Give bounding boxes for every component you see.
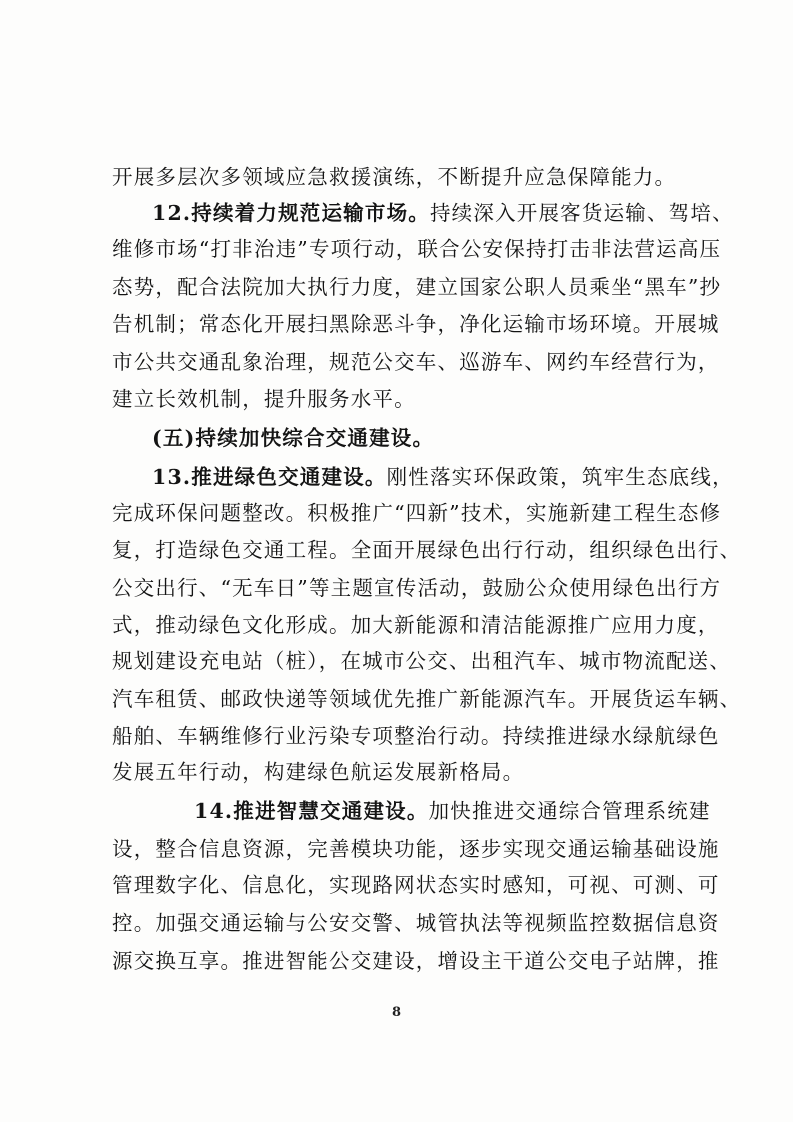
text-line <box>112 270 722 304</box>
section-heading: 14.推进智慧交通建设。 <box>194 799 429 823</box>
text-run: 船舶、车辆维修行业污染专项整治行动。持续推进绿水绿航绿色 <box>112 724 720 748</box>
text-line <box>112 345 720 379</box>
text-line <box>112 868 720 902</box>
text-run: 市公共交通乱象治理，规范公交车、巡游车、网约车经营行为， <box>112 350 720 374</box>
text-run: 控。加强交通运输与公安交警、城管执法等视频监控数据信息资 <box>112 911 720 935</box>
section-heading: (五)持续加快综合交通建设。 <box>152 426 435 450</box>
text-run: 开展多层次多领域应急救援演练，不断提升应急保障能力。 <box>112 165 677 189</box>
text-line <box>112 460 734 494</box>
text-run: 建立长效机制，提升服务水平。 <box>112 387 416 411</box>
text-run: 持续深入开展客货运输、驾培、 <box>429 201 734 225</box>
text-run: 设，整合信息资源，完善模块功能，逐步实现交通运输基础设施 <box>112 837 720 861</box>
text-run: 维修市场“打非治违”专项行动，联合公安保持打击非法营运高压 <box>112 237 722 261</box>
text-line <box>112 382 697 416</box>
text-run: 管理数字化、信息化，实现路网状态实时感知，可视、可测、可 <box>112 873 720 897</box>
text-run: 发展五年行动，构建绿色航运发展新格局。 <box>112 760 525 784</box>
text-run: 复，打造绿色交通工程。全面开展绿色出行行动，组织绿色出行、 <box>112 538 742 562</box>
text-line <box>112 832 720 866</box>
section-heading: 12.持续着力规范运输市场。 <box>152 201 430 225</box>
text-run: 告机制；常态化开展扫黑除恶斗争，净化运输市场环境。开展城 <box>112 312 720 336</box>
text-run: 态势，配合法院加大执行力度，建立国家公职人员乘坐“黑车”抄 <box>112 275 722 299</box>
text-line <box>112 794 711 828</box>
text-line <box>112 307 720 341</box>
text-line <box>112 906 720 940</box>
text-run: 公交出行、“无车日”等主题宣传活动，鼓励公众使用绿色出行方 <box>112 576 722 600</box>
text-line <box>112 496 722 530</box>
section-heading: 13.推进绿色交通建设。 <box>152 465 387 489</box>
text-run: 汽车租赁、邮政快递等领域优先推广新能源汽车。开展货运车辆、 <box>112 687 742 711</box>
text-line <box>112 421 697 455</box>
text-line <box>112 719 720 753</box>
text-line <box>112 944 720 978</box>
text-run: 源交换互享。推进智能公交建设，增设主干道公交电子站牌，推 <box>112 949 720 973</box>
text-line <box>112 533 742 567</box>
text-line <box>112 571 722 605</box>
text-run: 式，推动绿色文化形成。加大新能源和清洁能源推广应用力度， <box>112 613 720 637</box>
text-line <box>112 232 722 266</box>
text-run: 完成环保问题整改。积极推广“四新”技术，实施新建工程生态修 <box>112 501 722 525</box>
page-number: 8 <box>391 1005 402 1020</box>
text-line <box>112 160 697 194</box>
text-line <box>112 682 742 716</box>
text-line <box>112 608 720 642</box>
text-run: 规划建设充电站（桩），在城市公交、出租汽车、城市物流配送、 <box>112 649 732 673</box>
text-run: 加快推进交通综合管理系统建 <box>428 799 711 823</box>
text-line <box>112 644 732 678</box>
text-run: 刚性落实环保政策，筑牢生态底线， <box>386 465 734 489</box>
text-line <box>112 755 697 789</box>
text-line <box>112 196 734 230</box>
